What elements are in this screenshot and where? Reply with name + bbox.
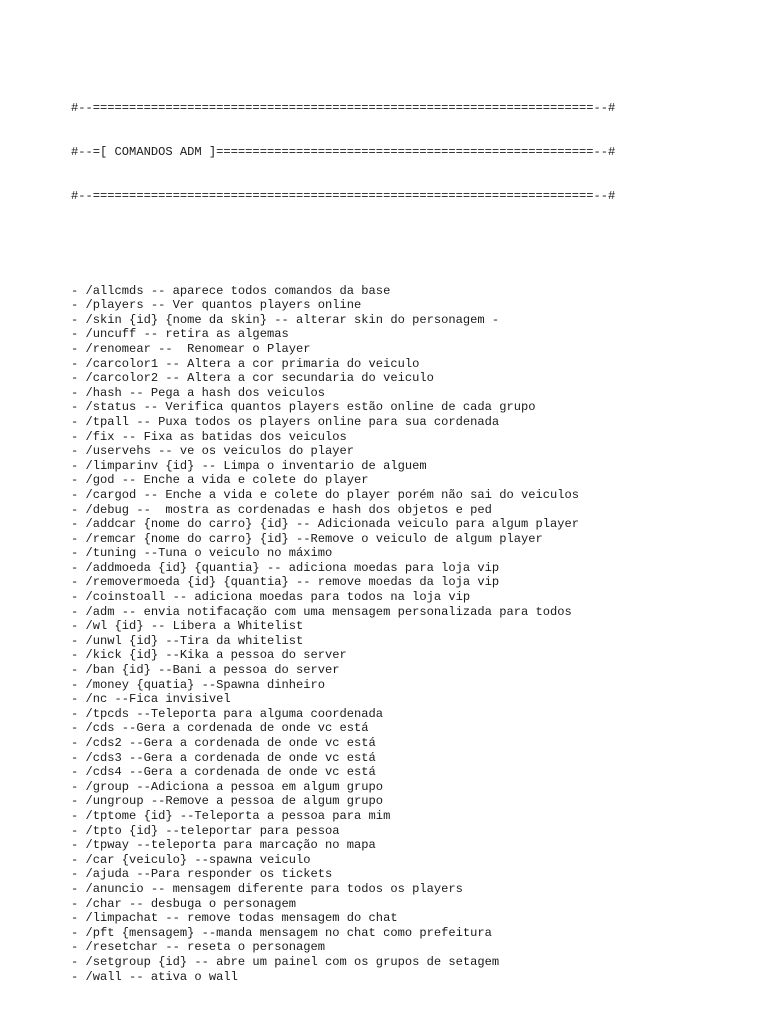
- command-line: - /players -- Ver quantos players online: [71, 298, 362, 313]
- command-line: - /cds4 --Gera a cordenada de onde vc está: [71, 765, 376, 780]
- command-line: - /tpall -- Puxa todos os players online para sua cordenada: [71, 414, 500, 429]
- command-line: - /ban {id} --Bani a pessoa do server: [71, 663, 340, 678]
- command-line: - /char -- desbuga o personagem: [71, 896, 296, 911]
- command-line: - /wl {id} -- Libera a Whitelist: [71, 619, 304, 634]
- command-line: - /unwl {id} --Tira da whitelist: [71, 633, 304, 648]
- header-border-top: #--=====================================================================--#: [71, 101, 616, 116]
- command-line: - /skin {id} {nome da skin} -- alterar skin do personagem -: [71, 312, 500, 327]
- command-line: - /renomear -- Renomear o Player: [71, 341, 311, 356]
- command-line: - /tpway --teleporta para marcação no mapa: [71, 838, 376, 853]
- command-line: - /cds --Gera a cordenada de onde vc está: [71, 721, 369, 736]
- command-line: - /group --Adiciona a pessoa em algum grupo: [71, 779, 384, 794]
- command-line: - /hash -- Pega a hash dos veiculos: [71, 385, 326, 400]
- command-line: - /carcolor1 -- Altera a cor primaria do veiculo: [71, 356, 420, 371]
- command-line: - /cargod -- Enche a vida e colete do player porém não sai do veiculos: [71, 487, 580, 502]
- command-line: - /debug -- mostra as cordenadas e hash dos objetos e ped: [71, 502, 492, 517]
- command-line: - /limparinv {id} -- Limpa o inventario de alguem: [71, 458, 427, 473]
- command-line: - /ungroup --Remove a pessoa de algum grupo: [71, 794, 384, 809]
- command-line: - /resetchar -- reseta o personagem: [71, 940, 326, 955]
- command-line: - /tpcds --Teleporta para alguma coordenada: [71, 706, 384, 721]
- command-line: - /cds2 --Gera a cordenada de onde vc está: [71, 736, 376, 751]
- command-line: - /remcar {nome do carro} {id} --Remove o veiculo de algum player: [71, 531, 543, 546]
- command-line: - /limpachat -- remove todas mensagem do chat: [71, 911, 398, 926]
- command-line: - /god -- Enche a vida e colete do player: [71, 473, 369, 488]
- command-line: - /nc --Fica invisivel: [71, 692, 231, 707]
- command-line: - /uncuff -- retira as algemas: [71, 327, 289, 342]
- command-line: - /removermoeda {id} {quantia} -- remove moedas da loja vip: [71, 575, 500, 590]
- command-line: - /addcar {nome do carro} {id} -- Adicionada veiculo para algum player: [71, 517, 580, 532]
- header-spacer: [71, 233, 731, 255]
- command-line: - /carcolor2 -- Altera a cor secundaria do veiculo: [71, 371, 434, 386]
- header-title: #--=[ COMANDOS ADM ]====================================================--#: [71, 144, 616, 159]
- command-line: - /tuning --Tuna o veiculo no máximo: [71, 546, 333, 561]
- command-line: - /uservehs -- ve os veiculos do player: [71, 444, 355, 459]
- command-line: - /pft {mensagem} --manda mensagem no chat como prefeitura: [71, 925, 492, 940]
- command-line: - /status -- Verifica quantos players estão online de cada grupo: [71, 400, 536, 415]
- command-line: - /tpto {id} --teleportar para pessoa: [71, 823, 340, 838]
- command-line: - /car {veiculo} --spawna veiculo: [71, 852, 311, 867]
- command-list: [71, 284, 731, 985]
- command-line: - /adm -- envia notifacação com uma mensagem personalizada para todos: [71, 604, 572, 619]
- command-line: - /coinstoall -- adiciona moedas para todos na loja vip: [71, 590, 471, 605]
- command-line: - /kick {id} --Kika a pessoa do server: [71, 648, 347, 663]
- command-line: - /wall -- ativa o wall: [71, 969, 238, 984]
- command-line: - /money {quatia} --Spawna dinheiro: [71, 677, 326, 692]
- document-body: [71, 72, 731, 999]
- command-line: - /tptome {id} --Teleporta a pessoa para mim: [71, 808, 391, 823]
- command-line: - /cds3 --Gera a cordenada de onde vc está: [71, 750, 376, 765]
- command-line: - /fix -- Fixa as batidas dos veiculos: [71, 429, 347, 444]
- command-line: - /addmoeda {id} {quantia} -- adiciona moedas para loja vip: [71, 560, 500, 575]
- command-line: - /ajuda --Para responder os tickets: [71, 867, 333, 882]
- command-line: - /anuncio -- mensagem diferente para todos os players: [71, 881, 463, 896]
- command-line: - /allcmds -- aparece todos comandos da base: [71, 283, 391, 298]
- header-border-bottom: #--=====================================================================--#: [71, 188, 616, 203]
- command-line: - /setgroup {id} -- abre um painel com os grupos de setagem: [71, 954, 500, 969]
